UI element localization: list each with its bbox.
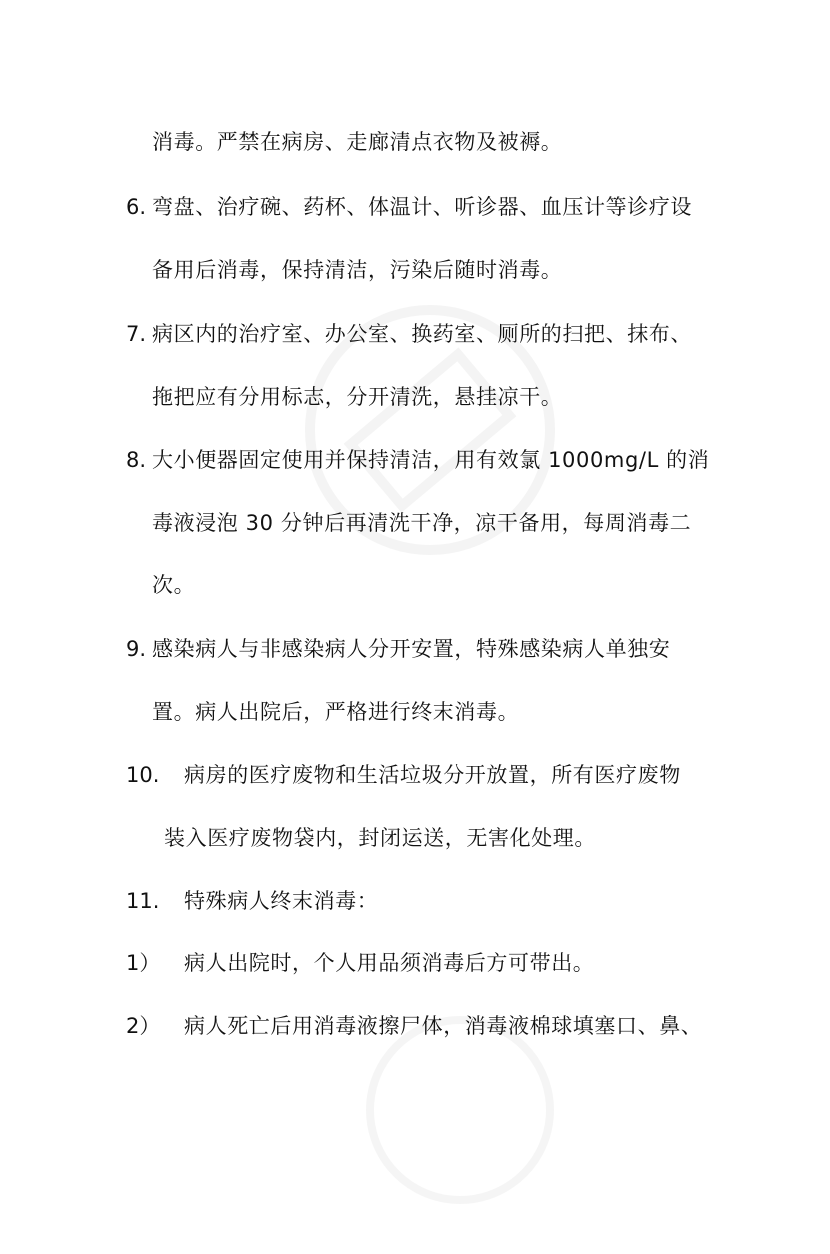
- paragraph-line: 病人出院时，个人用品须消毒后方可带出。: [184, 951, 595, 975]
- paragraph-line: 毒液浸泡 30 分钟后再清洗干净，凉干备用，每周消毒二: [152, 511, 692, 535]
- item-number: 1）: [126, 951, 161, 975]
- item-number: 7.: [126, 322, 147, 346]
- paragraph-line: 弯盘、治疗碗、药杯、体温计、听诊器、血压计等诊疗设: [152, 195, 692, 219]
- paragraph-line: 大小便器固定使用并保持清洁，用有效氯 1000mg/L 的消: [152, 448, 710, 472]
- paragraph-line: 拖把应有分用标志，分开清洗，悬挂凉干。: [152, 385, 563, 409]
- item-number: 6.: [126, 195, 147, 219]
- paragraph-line: 备用后消毒，保持清洁，污染后随时消毒。: [152, 258, 563, 282]
- paragraph-line: 病人死亡后用消毒液擦尸体，消毒液棉球填塞口、鼻、: [184, 1014, 703, 1038]
- paragraph-line: 次。: [152, 573, 196, 597]
- item-number: 11.: [126, 889, 160, 913]
- paragraph-line: 消毒。严禁在病房、走廊清点衣物及被褥。: [152, 130, 563, 154]
- item-number: 9.: [126, 637, 147, 661]
- paragraph-line: 感染病人与非感染病人分开安置，特殊感染病人单独安: [152, 637, 671, 661]
- item-number: 2）: [126, 1014, 161, 1038]
- item-number: 8.: [126, 448, 147, 472]
- paragraph-line: 置。病人出院后，严格进行终末消毒。: [152, 700, 520, 724]
- paragraph-line: 特殊病人终末消毒：: [184, 889, 379, 913]
- paragraph-line: 病区内的治疗室、办公室、换药室、厕所的扫把、抹布、: [152, 322, 692, 346]
- watermark-icon: [247, 247, 613, 613]
- item-number: 10.: [126, 763, 160, 787]
- paragraph-line: 病房的医疗废物和生活垃圾分开放置，所有医疗废物: [184, 763, 681, 787]
- paragraph-line: 装入医疗废物袋内，封闭运送，无害化处理。: [164, 826, 596, 850]
